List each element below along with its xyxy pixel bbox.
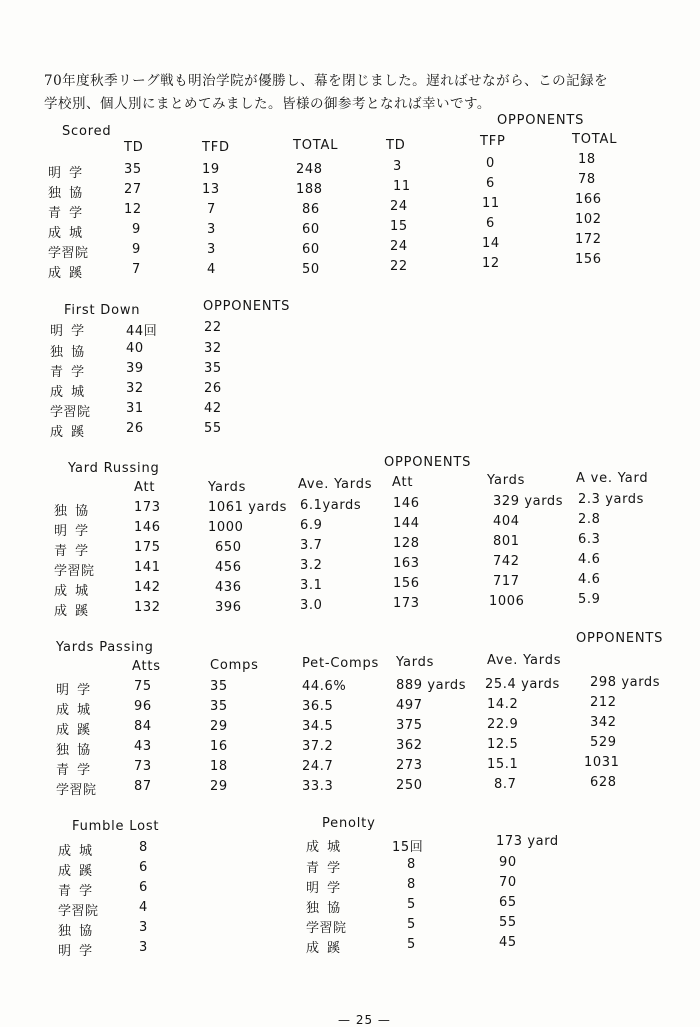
table-cell: 44.6%	[302, 679, 347, 694]
scored-opponents-label: OPPONENTS	[497, 113, 585, 128]
table-cell: 342	[590, 715, 617, 730]
school-name: 青 学	[56, 763, 93, 778]
scored-header-opp-total: TOTAL	[572, 132, 618, 147]
table-cell: 4.6	[578, 572, 601, 587]
table-cell: 801	[493, 534, 520, 549]
school-name: 成 蹊	[48, 266, 85, 281]
table-cell: 273	[396, 758, 423, 773]
table-cell: 12.5	[487, 737, 519, 752]
table-cell: 60	[302, 242, 320, 257]
yards-passing-header-yards: Yards	[396, 655, 435, 670]
school-name: 成 蹊	[58, 864, 95, 879]
yard-rushing-header-opp-att: Att	[392, 475, 414, 490]
school-name: 成 城	[54, 584, 91, 599]
table-cell: 436	[215, 580, 242, 595]
school-name: 明 学	[48, 166, 85, 181]
table-cell: 32	[126, 381, 144, 396]
school-name: 独 協	[50, 345, 87, 360]
table-cell: 22.9	[487, 717, 519, 732]
table-cell: 78	[578, 172, 596, 187]
yards-passing-opponents-label: OPPONENTS	[576, 631, 664, 646]
table-cell: 13	[202, 182, 220, 197]
table-cell: 33.3	[302, 779, 334, 794]
table-cell: 6.3	[578, 532, 601, 547]
table-cell: 2.8	[578, 512, 601, 527]
school-name: 成 城	[56, 703, 93, 718]
table-cell: 35	[210, 679, 228, 694]
table-cell: 144	[393, 516, 420, 531]
table-cell: 75	[134, 679, 152, 694]
table-cell: 6	[139, 880, 148, 895]
school-name: 明 学	[306, 881, 343, 896]
table-cell: 6.1yards	[300, 498, 362, 513]
table-cell: 26	[126, 421, 144, 436]
school-name: 独 協	[56, 743, 93, 758]
table-cell: 1006	[489, 594, 525, 609]
table-cell: 11	[393, 179, 411, 194]
table-cell: 1031	[584, 755, 620, 770]
yards-passing-header-ave: Ave. Yards	[487, 653, 562, 668]
table-cell: 24	[390, 199, 408, 214]
table-cell: 172	[575, 232, 602, 247]
table-cell: 1000	[208, 520, 244, 535]
school-name: 明 学	[54, 524, 91, 539]
table-cell: 3.0	[300, 598, 323, 613]
yard-rushing-header-ave: Ave. Yards	[298, 477, 373, 492]
school-name: 成 蹊	[306, 941, 343, 956]
table-cell: 16	[210, 739, 228, 754]
table-cell: 55	[204, 421, 222, 436]
yard-rushing-title: Yard Russing	[68, 461, 160, 476]
table-cell: 7	[207, 202, 216, 217]
table-cell: 24	[390, 239, 408, 254]
table-cell: 156	[393, 576, 420, 591]
table-cell: 11	[482, 196, 500, 211]
table-cell: 5	[407, 937, 416, 952]
table-cell: 5	[407, 897, 416, 912]
table-cell: 3.1	[300, 578, 323, 593]
table-cell: 25.4 yards	[485, 677, 560, 692]
table-cell: 146	[134, 520, 161, 535]
yard-rushing-header-att: Att	[134, 480, 156, 495]
first-down-title: First Down	[64, 303, 141, 318]
table-cell: 35	[124, 162, 142, 177]
table-cell: 6	[486, 176, 495, 191]
table-cell: 55	[499, 915, 517, 930]
intro-line-2: 学校別、個人別にまとめてみました。皆様の御参考となれば幸いです。	[44, 96, 491, 112]
table-cell: 43	[134, 739, 152, 754]
table-cell: 44回	[126, 324, 158, 339]
table-cell: 15回	[392, 840, 424, 855]
table-cell: 362	[396, 738, 423, 753]
yards-passing-header-pct: Pet-Comps	[302, 656, 380, 671]
table-cell: 32	[204, 341, 222, 356]
table-cell: 650	[215, 540, 242, 555]
table-cell: 456	[215, 560, 242, 575]
table-cell: 173 yard	[496, 834, 559, 849]
table-cell: 717	[493, 574, 520, 589]
table-cell: 14.2	[487, 697, 519, 712]
school-name: 成 城	[50, 385, 87, 400]
table-cell: 84	[134, 719, 152, 734]
school-name: 学習院	[58, 904, 99, 919]
table-cell: 6	[139, 860, 148, 875]
scored-header-td: TD	[124, 140, 144, 155]
school-name: 明 学	[56, 683, 93, 698]
scored-header-tfd: TFD	[202, 140, 230, 155]
table-cell: 42	[204, 401, 222, 416]
table-cell: 4	[139, 900, 148, 915]
table-cell: 3	[393, 159, 402, 174]
table-cell: 4.6	[578, 552, 601, 567]
table-cell: 22	[390, 259, 408, 274]
school-name: 学習院	[306, 921, 347, 936]
yard-rushing-opponents-label: OPPONENTS	[384, 455, 472, 470]
school-name: 学習院	[54, 564, 95, 579]
table-cell: 37.2	[302, 739, 334, 754]
school-name: 学習院	[48, 246, 89, 261]
table-cell: 8	[139, 840, 148, 855]
table-cell: 3	[207, 222, 216, 237]
school-name: 独 協	[58, 924, 95, 939]
school-name: 青 学	[58, 884, 95, 899]
table-cell: 212	[590, 695, 617, 710]
table-cell: 375	[396, 718, 423, 733]
yard-rushing-header-yards: Yards	[208, 480, 247, 495]
school-name: 成 城	[306, 840, 343, 855]
table-cell: 5	[407, 917, 416, 932]
yards-passing-header-atts: Atts	[132, 659, 161, 674]
yards-passing-header-comps: Comps	[210, 658, 259, 673]
table-cell: 188	[296, 182, 323, 197]
school-name: 成 城	[58, 844, 95, 859]
table-cell: 96	[134, 699, 152, 714]
scored-header-opp-td: TD	[386, 138, 406, 153]
table-cell: 70	[499, 875, 517, 890]
school-name: 成 蹊	[54, 604, 91, 619]
table-cell: 35	[210, 699, 228, 714]
table-cell: 250	[396, 778, 423, 793]
school-name: 青 学	[50, 365, 87, 380]
table-cell: 14	[482, 236, 500, 251]
school-name: 青 学	[54, 544, 91, 559]
table-cell: 889 yards	[396, 678, 467, 693]
school-name: 青 学	[306, 861, 343, 876]
table-cell: 6	[486, 216, 495, 231]
table-cell: 6.9	[300, 518, 323, 533]
table-cell: 29	[210, 719, 228, 734]
page-number: — 25 —	[338, 1013, 391, 1027]
yards-passing-title: Yards Passing	[56, 640, 154, 655]
table-cell: 90	[499, 855, 517, 870]
school-name: 独 協	[54, 504, 91, 519]
school-name: 成 城	[48, 226, 85, 241]
fumble-lost-title: Fumble Lost	[72, 819, 160, 834]
table-cell: 8	[407, 877, 416, 892]
table-cell: 163	[393, 556, 420, 571]
table-cell: 497	[396, 698, 423, 713]
school-name: 独 協	[306, 901, 343, 916]
table-cell: 628	[590, 775, 617, 790]
penalty-title: Penolty	[322, 816, 376, 831]
table-cell: 175	[134, 540, 161, 555]
school-name: 学習院	[56, 783, 97, 798]
table-cell: 404	[493, 514, 520, 529]
table-cell: 396	[215, 600, 242, 615]
table-cell: 8	[407, 857, 416, 872]
table-cell: 73	[134, 759, 152, 774]
table-cell: 36.5	[302, 699, 334, 714]
table-cell: 22	[204, 320, 222, 335]
school-name: 成 蹊	[50, 425, 87, 440]
table-cell: 3	[139, 920, 148, 935]
table-cell: 529	[590, 735, 617, 750]
table-cell: 173	[134, 500, 161, 515]
table-cell: 156	[575, 252, 602, 267]
yard-rushing-header-opp-ave: A ve. Yard	[576, 471, 649, 486]
table-cell: 12	[124, 202, 142, 217]
table-cell: 50	[302, 262, 320, 277]
table-cell: 40	[126, 341, 144, 356]
table-cell: 298 yards	[590, 675, 661, 690]
school-name: 独 協	[48, 186, 85, 201]
table-cell: 19	[202, 162, 220, 177]
table-cell: 146	[393, 496, 420, 511]
table-cell: 34.5	[302, 719, 334, 734]
table-cell: 18	[210, 759, 228, 774]
table-cell: 3.2	[300, 558, 323, 573]
table-cell: 65	[499, 895, 517, 910]
intro-line-1: 70年度秋季リーグ戦も明治学院が優勝し、幕を閉じました。遅ればせながら、この記録を	[44, 73, 609, 89]
scored-title: Scored	[62, 124, 112, 139]
table-cell: 18	[578, 152, 596, 167]
table-cell: 86	[302, 202, 320, 217]
table-cell: 15	[390, 219, 408, 234]
table-cell: 45	[499, 935, 517, 950]
table-cell: 173	[393, 596, 420, 611]
table-cell: 4	[207, 262, 216, 277]
school-name: 明 学	[50, 324, 87, 339]
table-cell: 0	[486, 156, 495, 171]
table-cell: 31	[126, 401, 144, 416]
table-cell: 141	[134, 560, 161, 575]
first-down-opponents-label: OPPONENTS	[203, 299, 291, 314]
school-name: 学習院	[50, 405, 91, 420]
scored-header-total: TOTAL	[293, 138, 339, 153]
table-cell: 29	[210, 779, 228, 794]
table-cell: 9	[132, 222, 141, 237]
table-cell: 132	[134, 600, 161, 615]
school-name: 青 学	[48, 206, 85, 221]
table-cell: 12	[482, 256, 500, 271]
table-cell: 87	[134, 779, 152, 794]
table-cell: 166	[575, 192, 602, 207]
table-cell: 24.7	[302, 759, 334, 774]
table-cell: 3	[139, 940, 148, 955]
table-cell: 15.1	[487, 757, 519, 772]
scored-header-tfp: TFP	[480, 134, 506, 149]
table-cell: 742	[493, 554, 520, 569]
table-cell: 27	[124, 182, 142, 197]
table-cell: 9	[132, 242, 141, 257]
table-cell: 39	[126, 361, 144, 376]
table-cell: 26	[204, 381, 222, 396]
table-cell: 1061 yards	[208, 500, 288, 515]
school-name: 明 学	[58, 944, 95, 959]
table-cell: 3.7	[300, 538, 323, 553]
yard-rushing-header-opp-yards: Yards	[487, 473, 526, 488]
table-cell: 248	[296, 162, 323, 177]
table-cell: 142	[134, 580, 161, 595]
table-cell: 60	[302, 222, 320, 237]
table-cell: 5.9	[578, 592, 601, 607]
table-cell: 8.7	[494, 777, 517, 792]
table-cell: 102	[575, 212, 602, 227]
table-cell: 128	[393, 536, 420, 551]
table-cell: 2.3 yards	[578, 492, 645, 507]
school-name: 成 蹊	[56, 723, 93, 738]
table-cell: 3	[207, 242, 216, 257]
table-cell: 35	[204, 361, 222, 376]
table-cell: 7	[132, 262, 141, 277]
table-cell: 329 yards	[493, 494, 564, 509]
